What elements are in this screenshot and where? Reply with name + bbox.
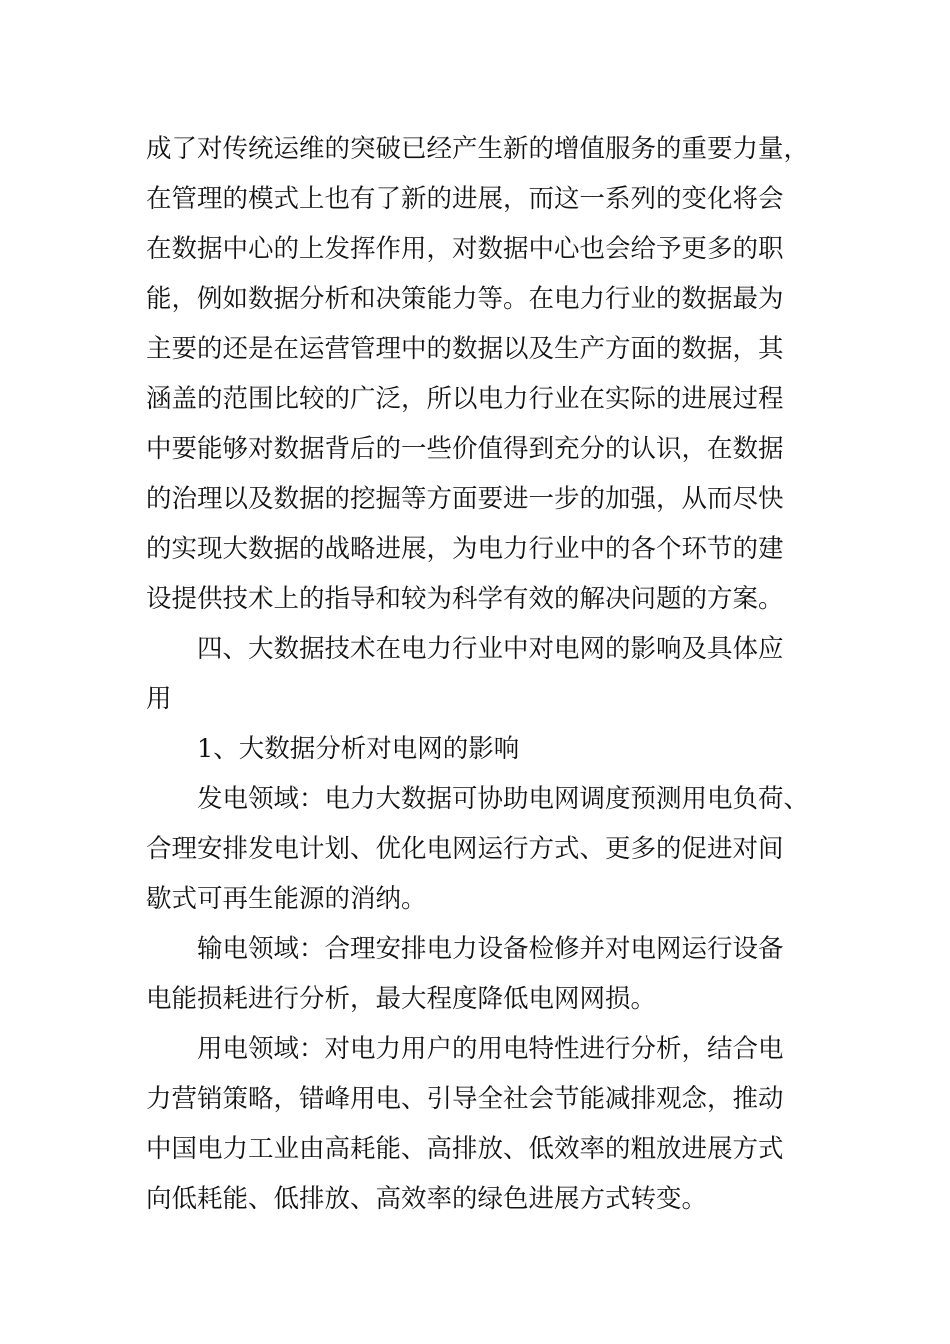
text-line: 主要的还是在运营管理中的数据以及生产方面的数据，其 bbox=[146, 334, 784, 364]
text-line: 中国电力工业由高耗能、高排放、低效率的粗放进展方式 bbox=[146, 1134, 784, 1164]
text-line: 发电领域：电力大数据可协助电网调度预测用电负荷、 bbox=[197, 784, 810, 814]
text-line: 在数据中心的上发挥作用，对数据中心也会给予更多的职 bbox=[146, 234, 784, 264]
text-line: 中要能够对数据背后的一些价值得到充分的认识，在数据 bbox=[146, 434, 784, 464]
text-line: 四、大数据技术在电力行业中对电网的影响及具体应 bbox=[197, 634, 784, 664]
text-line: 设提供技术上的指导和较为科学有效的解决问题的方案。 bbox=[146, 584, 784, 614]
text-line: 合理安排发电计划、优化电网运行方式、更多的促进对间 bbox=[146, 834, 784, 864]
text-line: 向低耗能、低排放、高效率的绿色进展方式转变。 bbox=[146, 1184, 708, 1214]
section-heading bbox=[146, 624, 806, 724]
text-line: 用电领域：对电力用户的用电特性进行分析，结合电 bbox=[197, 1034, 784, 1064]
paragraph-transmission bbox=[146, 924, 806, 1024]
paragraph-generation bbox=[146, 774, 810, 924]
subsection-heading bbox=[146, 724, 806, 774]
text-line: 歇式可再生能源的消纳。 bbox=[146, 884, 427, 914]
text-line: 输电领域：合理安排电力设备检修并对电网运行设备 bbox=[197, 934, 784, 964]
text-line: 成了对传统运维的突破已经产生新的增值服务的重要力量， bbox=[146, 134, 810, 164]
text-line: 用 bbox=[146, 684, 172, 714]
paragraph-data-center-role bbox=[146, 124, 810, 624]
paragraph-consumption bbox=[146, 1024, 806, 1224]
text-line: 电能损耗进行分析，最大程度降低电网网损。 bbox=[146, 984, 657, 1014]
text-line: 力营销策略，错峰用电、引导全社会节能减排观念，推动 bbox=[146, 1084, 784, 1114]
text-line: 的治理以及数据的挖掘等方面要进一步的加强，从而尽快 bbox=[146, 484, 784, 514]
text-line: 1、大数据分析对电网的影响 bbox=[197, 734, 520, 764]
text-line: 在管理的模式上也有了新的进展，而这一系列的变化将会 bbox=[146, 184, 784, 214]
document-body bbox=[146, 124, 810, 1224]
text-line: 涵盖的范围比较的广泛，所以电力行业在实际的进展过程 bbox=[146, 384, 784, 414]
text-line: 的实现大数据的战略进展，为电力行业中的各个环节的建 bbox=[146, 534, 784, 564]
text-line: 能，例如数据分析和决策能力等。在电力行业的数据最为 bbox=[146, 284, 784, 314]
